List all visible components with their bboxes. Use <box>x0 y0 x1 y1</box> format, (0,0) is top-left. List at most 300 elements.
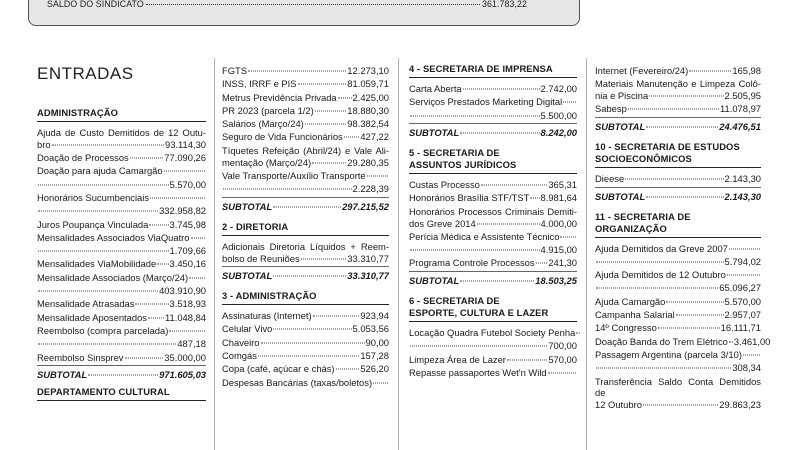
leader-dots <box>743 354 760 355</box>
list-item <box>595 78 761 102</box>
section-heading <box>409 147 577 174</box>
item-label: Mensalidade Aposentados <box>37 311 147 323</box>
list-item <box>595 269 761 281</box>
heading-line: ASSUNTOS JURÍDICOS <box>409 159 517 171</box>
item-continuation <box>37 139 206 151</box>
section-folha <box>222 65 389 213</box>
list-item <box>222 131 389 143</box>
item-value: 8.981,64 <box>540 192 577 204</box>
list-item <box>37 272 206 284</box>
section-heading: 11 - SECRETARIA DE ORGANIZAÇÃO <box>595 211 761 238</box>
section-heading: ADMINISTRAÇÃO <box>37 107 206 122</box>
item-value: 29.280,35 <box>347 156 389 168</box>
item-label: Ajuda Demitidos da Greve 2007 <box>595 242 728 254</box>
list-item <box>37 245 206 257</box>
section-administracao <box>37 107 206 381</box>
item-label: Mensalidade Atrasadas <box>37 298 135 310</box>
item-label: Materiais Manutenção e Limpeza Colô- <box>595 78 761 90</box>
item-value: 90,00 <box>365 336 389 348</box>
section-heading <box>409 295 577 322</box>
list-item <box>595 322 761 334</box>
list-item <box>222 363 389 375</box>
item-label: mentação (Março/24) <box>222 156 312 168</box>
list-item <box>37 219 206 231</box>
list-item <box>37 298 206 310</box>
item-value: 77.090,26 <box>164 152 206 164</box>
list-item <box>409 340 577 352</box>
section-esporte <box>409 295 577 379</box>
item-label: Vale Transporte/Auxílio Transporte <box>222 169 366 181</box>
item-value: 487,18 <box>177 338 206 350</box>
section-organizacao <box>595 210 771 411</box>
list-item <box>37 127 206 151</box>
column-divider <box>586 58 587 450</box>
subtotal-label: SUBTOTAL <box>409 127 460 139</box>
item-value: 700,00 <box>548 340 577 352</box>
heading-line: 10 - SECRETARIA DE ESTUDOS <box>595 140 740 152</box>
item-list <box>595 65 761 115</box>
item-value: 98.382,54 <box>347 118 389 130</box>
list-item <box>222 310 389 322</box>
item-label: Limpeza Área de Lazer <box>409 353 506 365</box>
list-item <box>222 65 389 77</box>
subtotal-row <box>37 365 206 381</box>
list-item <box>222 377 389 389</box>
section-patrimonio <box>595 65 761 133</box>
leader-dots <box>646 196 723 197</box>
item-label: Repasse passaportes Wet'n Wild <box>409 366 547 378</box>
leader-dots <box>596 288 718 289</box>
list-item <box>37 285 206 297</box>
list-item <box>595 376 761 411</box>
entradas-title: ENTRADAS <box>37 64 134 83</box>
subtotal-value: 2.143,30 <box>724 190 761 202</box>
item-label: Tíquetes Refeição (Abril/24) e Vale Ali- <box>222 144 389 156</box>
leader-dots <box>88 375 158 376</box>
item-value: 165,98 <box>732 65 761 76</box>
item-label: Programa Controle Processos <box>409 257 535 269</box>
leader-dots <box>164 171 205 172</box>
column-divider <box>398 58 399 450</box>
leader-dots <box>643 405 718 406</box>
list-item <box>595 256 761 268</box>
item-label: 12 Outubro <box>595 399 642 411</box>
section-diretoria <box>222 221 389 282</box>
leader-dots <box>548 372 576 373</box>
item-value: 308,34 <box>732 362 761 374</box>
section-heading: 2 - DIRETORIA <box>222 221 389 236</box>
subtotal-row <box>595 117 761 133</box>
list-item <box>595 173 761 185</box>
list-item <box>595 296 761 308</box>
item-value: 93.114,30 <box>164 138 206 150</box>
item-value: 5.053,56 <box>352 323 389 335</box>
list-item <box>409 327 577 339</box>
subtotal-label: SUBTOTAL <box>222 200 273 212</box>
item-value: 2.425,00 <box>352 91 389 103</box>
subtotal-value: 18.503,25 <box>535 275 577 287</box>
leader-dots <box>298 84 347 85</box>
list-item <box>409 206 577 230</box>
item-value: 3.745,98 <box>169 218 206 230</box>
item-value: 11.048,84 <box>164 311 206 323</box>
leader-dots <box>305 124 346 125</box>
saldo-value: 361.783,22 <box>481 0 527 9</box>
leader-dots <box>727 275 760 276</box>
item-value: 427,22 <box>360 131 389 143</box>
item-list <box>409 179 577 269</box>
column-3 <box>409 63 577 384</box>
item-continuation <box>222 253 389 265</box>
item-label: Honorários Brasília STF/TST <box>409 192 530 204</box>
item-list <box>409 327 577 379</box>
list-item <box>37 352 206 364</box>
leader-dots <box>646 127 718 128</box>
item-label: Adicionais Diretoria Líquidos + Reem- <box>222 240 389 252</box>
leader-dots <box>507 359 547 360</box>
item-label: Transferência Saldo Conta Demitidos de <box>595 375 761 399</box>
leader-dots <box>125 357 164 358</box>
subtotal-value: 8.242,00 <box>540 127 577 139</box>
leader-dots <box>169 330 205 331</box>
list-item <box>595 349 761 361</box>
item-continuation <box>595 399 761 411</box>
item-list <box>409 83 577 121</box>
leader-dots <box>149 224 168 225</box>
list-item <box>37 192 206 204</box>
leader-dots <box>157 264 168 265</box>
item-label: Dieese <box>595 172 625 184</box>
saldo-row <box>47 0 527 9</box>
item-value: 16.111,71 <box>720 322 761 334</box>
list-item <box>222 337 389 349</box>
item-value: 2.742,00 <box>540 83 577 94</box>
list-item <box>222 323 389 335</box>
list-item <box>37 258 206 270</box>
list-item <box>37 165 206 177</box>
leader-dots <box>676 315 724 316</box>
subtotal-value: 24.476,51 <box>719 121 761 133</box>
list-item <box>595 335 771 348</box>
section-heading: 3 - ADMINISTRAÇÃO <box>222 290 389 305</box>
leader-dots <box>625 178 723 179</box>
leader-dots <box>460 133 539 134</box>
leader-dots <box>560 236 576 237</box>
item-value: 365,31 <box>548 179 577 191</box>
leader-dots <box>336 369 360 370</box>
item-value: 332.958,82 <box>159 205 206 217</box>
heading-line: 5 - SECRETARIA DE <box>409 147 500 159</box>
item-label: Doação de Processos <box>37 152 129 164</box>
leader-dots <box>649 96 723 97</box>
list-item <box>37 232 206 244</box>
leader-dots <box>410 346 547 347</box>
item-label: Serviços Prestados Marketing Digital <box>409 96 563 108</box>
leader-dots <box>729 248 760 249</box>
subtotal-label: SUBTOTAL <box>595 121 646 133</box>
item-label: Celular Vivo <box>222 323 273 335</box>
leader-dots <box>38 251 169 252</box>
list-item <box>37 205 206 217</box>
leader-dots <box>596 368 731 369</box>
leader-dots <box>38 184 169 185</box>
item-label: PR 2023 (parcela 1/2) <box>222 104 314 116</box>
item-label: Comgás <box>222 350 257 362</box>
leader-dots <box>150 197 205 198</box>
column-2 <box>222 65 389 393</box>
item-label: Ajuda Demitidos de 12 Outubro <box>595 269 726 281</box>
list-item <box>409 192 577 204</box>
item-label: Campanha Salarial <box>595 309 675 321</box>
leader-dots <box>189 277 205 278</box>
subtotal-row <box>595 187 761 203</box>
list-item <box>595 282 761 294</box>
leader-dots <box>223 189 352 190</box>
subtotal-label: SUBTOTAL <box>37 369 88 381</box>
leader-dots <box>689 71 731 72</box>
list-item <box>409 96 577 108</box>
list-item <box>222 92 389 104</box>
item-value: 2.505,95 <box>724 90 761 102</box>
column-divider <box>214 58 215 450</box>
leader-dots <box>258 356 359 357</box>
item-label: bolso de Reuniões <box>222 252 300 264</box>
item-continuation <box>595 90 761 102</box>
list-item <box>222 118 389 130</box>
leader-dots <box>148 317 164 318</box>
item-label: Chaveiro <box>222 336 260 348</box>
list-item <box>595 362 761 374</box>
leader-dots <box>563 102 576 103</box>
subtotal-label: SUBTOTAL <box>595 190 646 202</box>
heading-line: SOCIOECONÔMICOS <box>595 152 692 164</box>
leader-dots <box>463 89 540 90</box>
item-list <box>595 242 771 411</box>
list-item <box>222 145 389 169</box>
leader-dots <box>576 333 580 334</box>
list-item <box>222 183 389 195</box>
subtotal-value: 33.310,77 <box>347 270 389 282</box>
leader-dots <box>410 115 540 116</box>
item-list <box>37 127 206 363</box>
item-label: dos Greve 2014 <box>409 217 476 229</box>
section-administracao-3 <box>222 290 389 388</box>
leader-dots <box>338 97 352 98</box>
item-label: Ajuda de Custo Demitidos de 12 Outu- <box>37 127 206 138</box>
list-item <box>37 325 206 337</box>
section-heading: DEPARTAMENTO CULTURAL <box>37 386 206 401</box>
list-item <box>409 354 577 366</box>
subtotal-label: SUBTOTAL <box>222 270 273 282</box>
subtotal-row <box>409 123 577 139</box>
leader-dots <box>373 382 388 383</box>
leader-dots <box>481 185 547 186</box>
list-item <box>222 170 389 182</box>
item-value: 403.910,90 <box>159 285 206 297</box>
list-item <box>409 244 577 256</box>
item-value: 5.500,00 <box>540 109 577 121</box>
item-value: 5.794,02 <box>724 255 761 267</box>
column-4 <box>595 65 771 416</box>
leader-dots <box>315 110 347 111</box>
leader-dots <box>344 137 360 138</box>
leader-dots <box>273 206 341 207</box>
item-value: 157,28 <box>360 350 389 362</box>
section-heading <box>595 141 761 168</box>
leader-dots <box>530 198 539 199</box>
list-item <box>595 65 761 77</box>
leader-dots <box>38 291 158 292</box>
item-value: 2.228,39 <box>352 183 389 195</box>
subtotal-label: SUBTOTAL <box>409 275 460 287</box>
leader-dots <box>261 342 365 343</box>
item-label: Passagem Argentina (parcela 3/10) <box>595 348 742 360</box>
leader-dots <box>729 341 733 342</box>
item-label: nia e Piscina <box>595 90 649 102</box>
list-item <box>595 103 761 115</box>
item-value: 4.000,00 <box>540 217 577 229</box>
leader-dots <box>135 304 168 305</box>
heading-line: 6 - SECRETARIA DE <box>409 295 500 307</box>
list-item <box>222 105 389 117</box>
item-value: 526,20 <box>360 363 389 375</box>
list-item <box>37 312 206 324</box>
leader-dots <box>273 329 351 330</box>
leader-dots <box>666 301 723 302</box>
list-item <box>37 179 206 191</box>
section-imprensa <box>409 63 577 139</box>
item-label: Carta Aberta <box>409 83 462 94</box>
item-continuation <box>222 157 389 169</box>
saldo-box <box>28 0 580 26</box>
leader-dots <box>460 281 534 282</box>
list-item <box>222 78 389 90</box>
leader-dots <box>301 258 347 259</box>
leader-dots <box>273 276 346 277</box>
item-value: 241,30 <box>548 257 577 269</box>
list-item <box>37 152 206 164</box>
item-label: 14º Congresso <box>595 322 657 334</box>
leader-dots <box>38 211 158 212</box>
section-estudos <box>595 141 761 203</box>
item-value: 1.709,66 <box>169 245 206 257</box>
list-item <box>409 83 577 95</box>
list-item <box>409 110 577 122</box>
item-value: 3.461,00 <box>733 335 771 347</box>
item-label: Metrus Previdência Privada <box>222 91 337 103</box>
item-label: Honorários Sucumbenciais <box>37 191 150 203</box>
item-label: Juros Poupança Vinculada <box>37 218 149 230</box>
list-item <box>222 241 389 265</box>
item-label: Honorários Processos Criminais Demiti- <box>409 205 577 217</box>
item-value: 35.000,00 <box>164 351 206 363</box>
column-1 <box>37 107 206 406</box>
list-item <box>222 350 389 362</box>
subtotal-row <box>222 266 389 282</box>
item-label: Sabesp <box>595 103 627 115</box>
section-juridicos <box>409 147 577 287</box>
item-label: Perícia Médica e Assistente Técnico <box>409 230 560 242</box>
list-item <box>595 309 761 321</box>
leader-dots <box>38 344 176 345</box>
saldo-label: SALDO DO SINDICATO <box>47 0 144 9</box>
item-label: Mensalidades ViaMobilidade <box>37 258 157 270</box>
item-value: 12.273,10 <box>347 65 389 76</box>
item-label: Reembolso (compra parcelada) <box>37 324 169 336</box>
list-item <box>37 338 206 350</box>
item-label: Reembolso Sinsprev <box>37 351 124 363</box>
item-label: Internet (Fevereiro/24) <box>595 65 689 76</box>
leader-dots <box>628 109 719 110</box>
item-label: Locação Quadra Futebol Society Penha <box>409 327 576 339</box>
leader-dots <box>191 237 205 238</box>
item-list <box>222 65 389 195</box>
leader-dots <box>536 263 548 264</box>
item-label: Doação para ajuda Camargão <box>37 165 163 177</box>
list-item <box>409 179 577 191</box>
item-value: 18.880,30 <box>347 104 389 116</box>
item-list <box>595 173 761 185</box>
subtotal-value: 971.605,03 <box>159 369 206 381</box>
item-value: 5.570,00 <box>724 295 761 307</box>
leader-dots <box>596 261 724 262</box>
section-heading: 4 - SECRETARIA DE IMPRENSA <box>409 63 577 78</box>
leader-dots <box>52 144 164 145</box>
leader-dots <box>367 175 388 176</box>
leader-dots <box>248 71 346 72</box>
leader-dots <box>146 4 480 5</box>
list-item <box>595 243 761 255</box>
list-item <box>409 367 577 379</box>
item-value: 3.450,16 <box>169 258 206 270</box>
item-value: 65.096,27 <box>719 282 761 294</box>
item-value: 923,94 <box>360 310 389 322</box>
item-label: Doação Banda do Trem Elétrico <box>595 335 728 347</box>
list-item <box>409 257 577 269</box>
item-list <box>222 241 389 265</box>
list-item <box>409 231 577 243</box>
item-value: 4.915,00 <box>540 244 577 256</box>
item-label: Custas Processo <box>409 179 480 191</box>
item-label: Copa (café, açúcar e chás) <box>222 363 335 375</box>
leader-dots <box>658 328 720 329</box>
item-value: 2.957,07 <box>724 309 761 321</box>
item-value: 29.863,23 <box>719 399 761 411</box>
item-label: INSS, IRRF e PIS <box>222 78 297 90</box>
item-value: 5.570,00 <box>169 178 206 190</box>
leader-dots <box>312 162 346 163</box>
item-value: 2.143,30 <box>724 172 761 184</box>
item-value: 11.078,97 <box>719 103 761 115</box>
item-label: Despesas Bancárias (taxas/boletos) <box>222 376 373 388</box>
subtotal-value: 297.215,52 <box>342 200 389 212</box>
item-value: 3.518,93 <box>169 298 206 310</box>
item-label: Mensalidade Associados (Março/24) <box>37 271 189 283</box>
subtotal-row <box>409 271 577 287</box>
item-label: Ajuda Camargão <box>595 295 666 307</box>
item-value: 570,00 <box>548 353 577 365</box>
item-value: 81.059,71 <box>347 78 389 90</box>
item-label: Seguro de Vida Funcionários <box>222 131 343 143</box>
leader-dots <box>410 250 540 251</box>
item-label: Assinaturas (Internet) <box>222 310 312 322</box>
item-value: 33.310,77 <box>347 252 389 264</box>
item-label: Mensalidades Associados ViaQuatro <box>37 231 190 243</box>
item-label: bro <box>37 138 51 150</box>
heading-line: ESPORTE, CULTURA E LAZER <box>409 307 549 319</box>
leader-dots <box>130 158 164 159</box>
item-continuation <box>409 218 577 230</box>
